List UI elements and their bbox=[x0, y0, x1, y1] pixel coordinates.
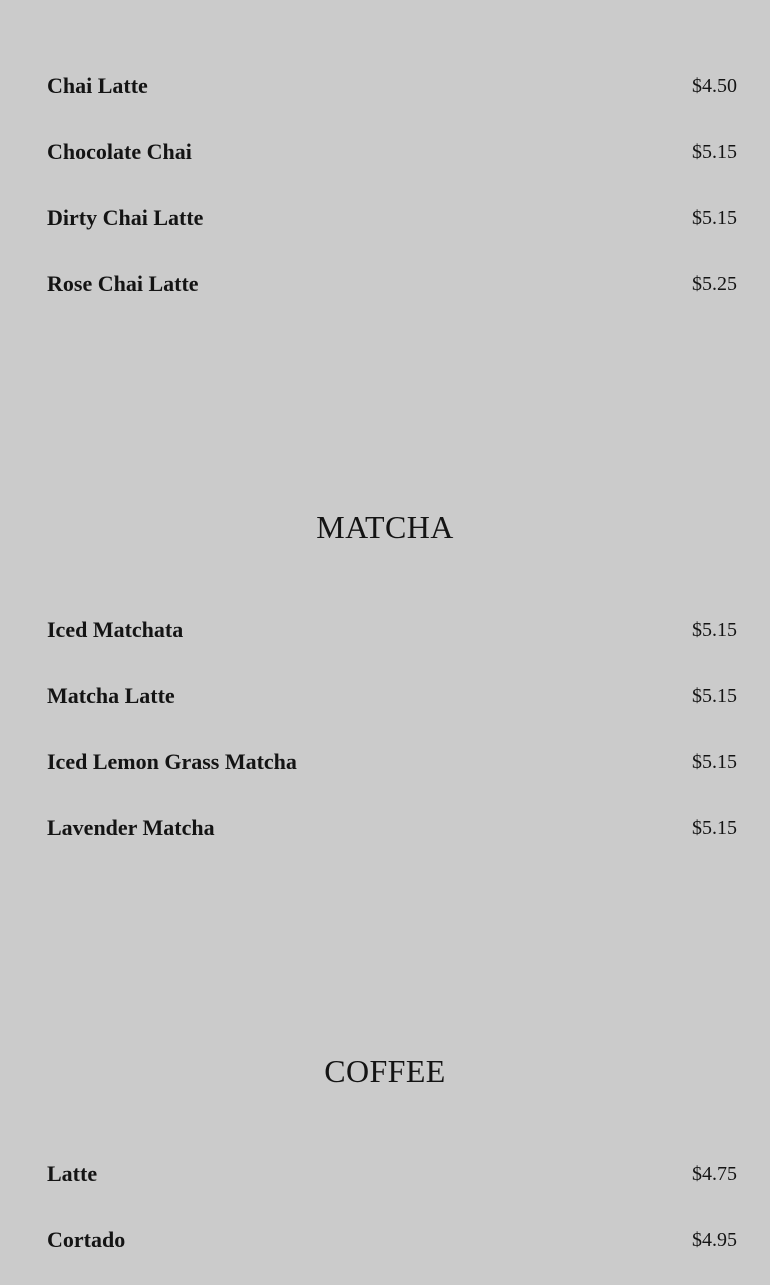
item-name: Iced Matchata bbox=[47, 617, 184, 642]
item-price: $4.50 bbox=[692, 75, 737, 97]
item-price: $5.15 bbox=[692, 817, 737, 839]
menu-item bbox=[0, 741, 770, 807]
item-price: $5.15 bbox=[692, 141, 737, 163]
menu-item bbox=[0, 263, 770, 329]
section-spacer bbox=[0, 329, 770, 507]
item-name: Iced Lemon Grass Matcha bbox=[47, 749, 297, 774]
item-name: Matcha Latte bbox=[47, 683, 175, 708]
item-price: $5.15 bbox=[692, 207, 737, 229]
item-price: $5.15 bbox=[692, 619, 737, 641]
menu-item-list bbox=[0, 65, 770, 329]
item-price: $5.15 bbox=[692, 751, 737, 773]
section-title: COFFEE bbox=[324, 1053, 446, 1089]
item-name: Rose Chai Latte bbox=[47, 271, 199, 296]
item-name: Lavender Matcha bbox=[47, 815, 215, 840]
menu-item bbox=[0, 197, 770, 263]
section-chai bbox=[0, 0, 770, 329]
item-name: Chocolate Chai bbox=[47, 139, 192, 164]
section-matcha bbox=[0, 507, 770, 873]
menu-item-list bbox=[0, 1153, 770, 1285]
menu-item bbox=[0, 609, 770, 675]
menu-item bbox=[0, 675, 770, 741]
menu-item bbox=[0, 65, 770, 131]
menu-item bbox=[0, 807, 770, 873]
menu-item bbox=[0, 131, 770, 197]
menu-item-list bbox=[0, 609, 770, 873]
item-price: $5.25 bbox=[692, 273, 737, 295]
section-title bbox=[0, 0, 770, 3]
item-price: $5.15 bbox=[692, 685, 737, 707]
item-price: $4.75 bbox=[692, 1163, 737, 1185]
item-price: $4.95 bbox=[692, 1229, 737, 1251]
item-name: Dirty Chai Latte bbox=[47, 205, 204, 230]
menu-item bbox=[0, 1153, 770, 1219]
item-name: Chai Latte bbox=[47, 73, 148, 98]
section-spacer bbox=[0, 873, 770, 1051]
section-coffee bbox=[0, 1051, 770, 1285]
item-name: Latte bbox=[47, 1161, 98, 1186]
section-title: MATCHA bbox=[316, 509, 454, 545]
item-name: Cortado bbox=[47, 1227, 126, 1252]
menu-item bbox=[0, 1219, 770, 1285]
